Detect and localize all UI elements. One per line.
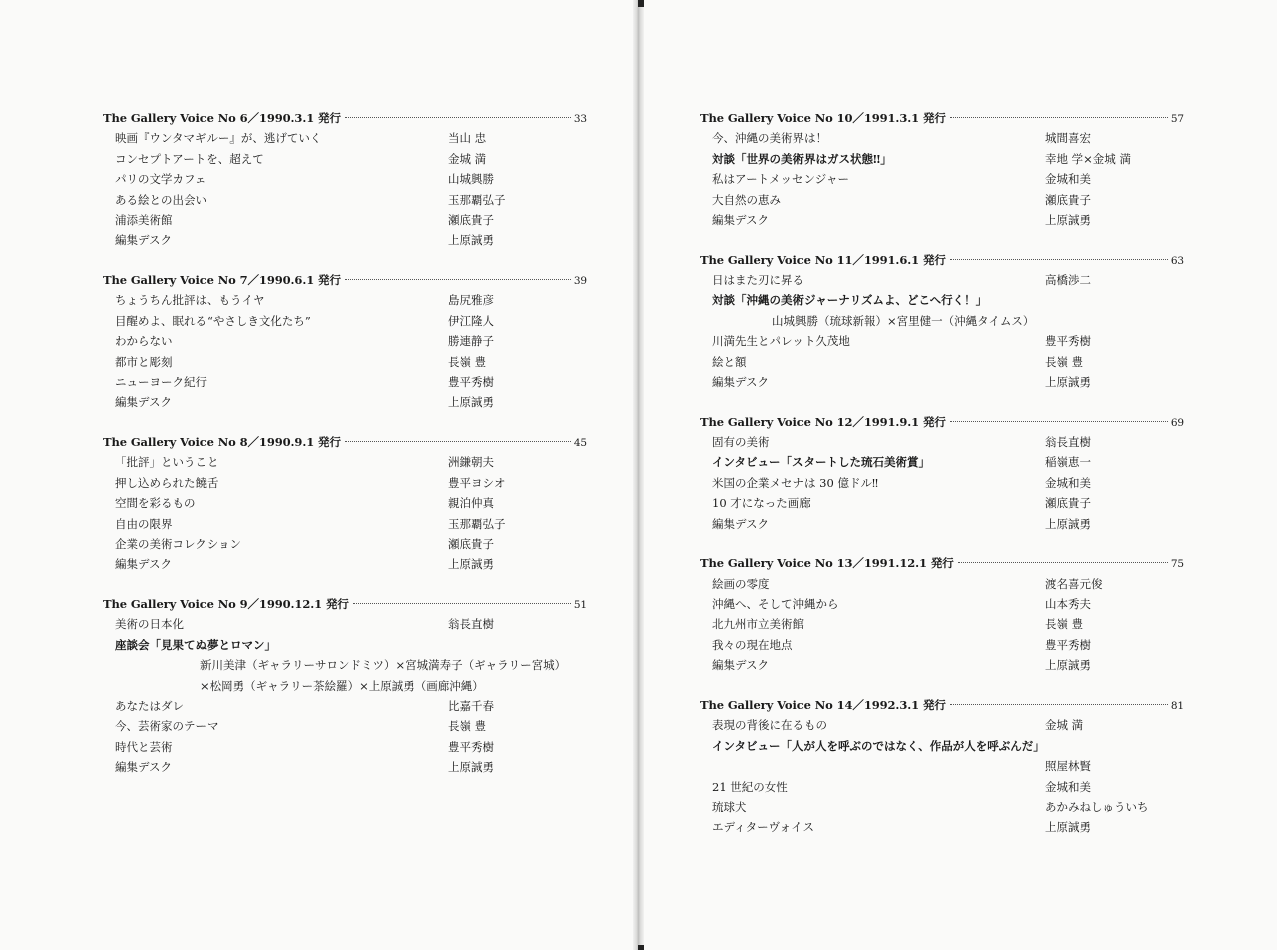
entry-author: 比嘉千春 <box>448 699 494 714</box>
entry-author: 高橋渉二 <box>1045 273 1091 288</box>
entry-title: 企業の美術コレクション <box>115 537 242 552</box>
issue-title: The Gallery Voice No 9／1990.12.1 発行 <box>103 597 349 612</box>
toc-entry <box>103 311 587 331</box>
entry-author: 豊平秀樹 <box>1045 637 1091 652</box>
toc-entry <box>700 473 1184 493</box>
dot-leader <box>958 562 1168 563</box>
issue-page-number: 51 <box>573 599 587 612</box>
toc-entry <box>103 655 587 675</box>
issue-title: The Gallery Voice No 13／1991.12.1 発行 <box>700 556 954 571</box>
entry-author: 豊平秀樹 <box>448 739 494 754</box>
entry-author: 瀬底貴子 <box>448 212 494 227</box>
entry-title: インタビュー「スタートした琉石美術賞」 <box>712 455 931 470</box>
entry-author: 上原誠勇 <box>448 233 494 248</box>
toc-entry <box>103 372 587 392</box>
entry-participants: ×松岡勇（ギャラリー茶絵羅）×上原誠勇（画廊沖縄） <box>200 678 484 693</box>
entry-title: 21 世紀の女性 <box>712 779 788 794</box>
entry-author: 照屋林賢 <box>1045 759 1091 774</box>
dot-leader <box>345 117 571 118</box>
toc-entry <box>700 797 1184 817</box>
entry-author: 瀬底貴子 <box>1045 192 1091 207</box>
issue-block <box>700 695 1184 838</box>
issue-heading <box>700 412 1184 432</box>
entry-author: 上原誠勇 <box>448 760 494 775</box>
book-gutter <box>633 0 644 950</box>
entry-title: 米国の企業メセナは 30 億ドル‼ <box>712 475 879 490</box>
dot-leader <box>950 117 1168 118</box>
toc-entry <box>103 128 587 148</box>
right-page <box>641 0 1277 950</box>
issue-heading <box>700 250 1184 270</box>
toc-entry <box>103 534 587 554</box>
issue-title: The Gallery Voice No 10／1991.3.1 発行 <box>700 111 946 125</box>
entry-title: 編集デスク <box>115 395 173 410</box>
toc-entry <box>103 716 587 736</box>
entry-author: 上原誠勇 <box>1045 516 1091 531</box>
entry-title: 編集デスク <box>712 212 770 227</box>
entry-title: 編集デスク <box>712 374 770 389</box>
entry-author: 金城 満 <box>448 151 487 166</box>
entry-author: 渡名喜元俊 <box>1045 576 1103 591</box>
entry-author: 島尻雅彦 <box>448 293 494 308</box>
entry-author: 勝連静子 <box>448 334 494 349</box>
left-page <box>0 0 636 950</box>
entry-title: 都市と彫刻 <box>115 354 173 369</box>
issue-block <box>700 250 1184 393</box>
entry-author: 瀬底貴子 <box>448 537 494 552</box>
entry-participants: 新川美津（ギャラリーサロンドミツ）×宮城満寿子（ギャラリー宮城） <box>200 658 567 673</box>
issue-page-number: 33 <box>573 113 587 125</box>
entry-author: あかみねしゅういち <box>1045 799 1149 814</box>
entry-title: ニューヨーク紀行 <box>115 374 207 389</box>
entry-title: 映画『ウンタマギルー』が、逃げていく <box>115 131 322 146</box>
toc-entry <box>103 290 587 310</box>
entry-title: 10 才になった画廊 <box>712 496 811 511</box>
toc-entry <box>700 756 1184 776</box>
dot-leader <box>345 441 571 442</box>
entry-title: 琉球犬 <box>712 799 747 814</box>
entry-title: 目醒めよ、眠れる“やさしき文化たち” <box>115 313 311 328</box>
issue-title: The Gallery Voice No 11／1991.6.1 発行 <box>700 252 946 267</box>
entry-title: 今、芸術家のテーマ <box>115 719 219 734</box>
toc-entry <box>700 574 1184 594</box>
dot-leader <box>345 279 571 280</box>
toc-entry <box>103 614 587 634</box>
entry-author: 金城和美 <box>1045 475 1091 490</box>
issue-block <box>103 594 587 778</box>
entry-title: ある絵との出会い <box>115 192 207 207</box>
issue-title: The Gallery Voice No 7／1990.6.1 発行 <box>103 273 341 288</box>
entry-title: 美術の日本化 <box>115 617 184 632</box>
toc-entry <box>103 676 587 696</box>
entry-author: 豊平秀樹 <box>448 374 494 389</box>
toc-entry <box>700 331 1184 351</box>
entry-author: 金城 満 <box>1045 718 1084 733</box>
left-page-contents <box>103 108 587 797</box>
entry-title: 「批評」ということ <box>115 455 219 470</box>
issue-block <box>103 270 587 413</box>
entry-author: 長嶺 豊 <box>448 354 487 369</box>
entry-author: 幸地 学×金城 満 <box>1045 151 1131 166</box>
toc-entry <box>103 210 587 230</box>
issue-heading <box>103 432 587 452</box>
toc-entry <box>103 331 587 351</box>
issue-title: The Gallery Voice No 14／1992.3.1 発行 <box>700 697 946 712</box>
issue-page-number: 45 <box>573 437 587 450</box>
entry-title: インタビュー「人が人を呼ぶのではなく、作品が人を呼ぶんだ」 <box>712 738 1045 753</box>
entry-title: ちょうちん批評は、もうイヤ <box>115 293 265 308</box>
issue-heading <box>103 270 587 290</box>
gutter-mark-top <box>638 0 644 7</box>
entry-author: 城間喜宏 <box>1045 131 1091 146</box>
entry-author: 親泊仲真 <box>448 496 494 511</box>
toc-entry <box>700 452 1184 472</box>
toc-entry <box>700 635 1184 655</box>
issue-block <box>103 108 587 251</box>
issue-page-number: 81 <box>1170 699 1184 712</box>
entry-title: 大自然の恵み <box>712 192 781 207</box>
entry-title: 編集デスク <box>712 658 770 673</box>
entry-title: わからない <box>115 334 173 349</box>
entry-author: 長嶺 豊 <box>1045 617 1084 632</box>
issue-heading <box>700 108 1184 128</box>
issue-page-number: 39 <box>573 275 587 288</box>
issue-block <box>700 108 1184 230</box>
toc-entry <box>700 311 1184 331</box>
issue-page-number: 57 <box>1170 113 1184 125</box>
entry-title: 固有の美術 <box>712 435 770 450</box>
dot-leader <box>353 603 571 604</box>
issue-heading <box>103 108 587 128</box>
issue-title: The Gallery Voice No 8／1990.9.1 発行 <box>103 435 341 450</box>
toc-entry <box>700 614 1184 634</box>
entry-author: 瀬底貴子 <box>1045 496 1091 511</box>
toc-entry <box>700 655 1184 675</box>
gutter-mark-bottom <box>638 945 644 950</box>
toc-entry <box>103 493 587 513</box>
toc-entry <box>700 777 1184 797</box>
toc-entry <box>700 270 1184 290</box>
toc-entry <box>103 149 587 169</box>
entry-title: あなたはダレ <box>115 699 184 714</box>
entry-author: 上原誠勇 <box>1045 212 1091 227</box>
entry-title: 対談「世界の美術界はガス状態‼」 <box>712 151 892 166</box>
entry-title: コンセプトアートを、超えて <box>115 151 264 166</box>
issue-block <box>103 432 587 575</box>
entry-title: 川満先生とパレット久茂地 <box>712 334 850 349</box>
toc-entry <box>103 169 587 189</box>
entry-author: 当山 忠 <box>448 131 487 146</box>
entry-title: 時代と芸術 <box>115 739 173 754</box>
issue-title: The Gallery Voice No 12／1991.9.1 発行 <box>700 414 946 429</box>
toc-entry <box>103 352 587 372</box>
toc-entry <box>700 514 1184 534</box>
toc-entry <box>103 696 587 716</box>
entry-author: 玉那覇弘子 <box>448 516 506 531</box>
right-page-contents <box>700 108 1184 857</box>
issue-heading <box>103 594 587 614</box>
entry-author: 山本秀夫 <box>1045 597 1091 612</box>
toc-entry <box>103 473 587 493</box>
entry-title: 編集デスク <box>115 760 173 775</box>
toc-entry <box>700 736 1184 756</box>
entry-title: 座談会「見果てぬ夢とロマン」 <box>115 637 276 652</box>
entry-title: 我々の現在地点 <box>712 637 793 652</box>
entry-author: 金城和美 <box>1045 172 1091 187</box>
toc-entry <box>103 230 587 250</box>
toc-entry <box>700 190 1184 210</box>
entry-author: 玉那覇弘子 <box>448 192 506 207</box>
toc-entry <box>103 392 587 412</box>
entry-title: パリの文学カフェ <box>115 172 207 187</box>
entry-title: 押し込められた饒舌 <box>115 475 219 490</box>
toc-entry <box>700 352 1184 372</box>
issue-page-number: 75 <box>1170 558 1184 571</box>
issue-page-number: 69 <box>1170 416 1184 429</box>
dot-leader <box>950 421 1168 422</box>
entry-author: 豊平秀樹 <box>1045 334 1091 349</box>
entry-author: 上原誠勇 <box>1045 658 1091 673</box>
entry-author: 長嶺 豊 <box>1045 354 1084 369</box>
entry-author: 翁長直樹 <box>448 617 494 632</box>
toc-entry <box>103 737 587 757</box>
entry-title: 絵と額 <box>712 354 747 369</box>
toc-entry <box>700 372 1184 392</box>
entry-author: 上原誠勇 <box>448 395 494 410</box>
toc-entry <box>700 128 1184 148</box>
entry-title: 自由の限界 <box>115 516 173 531</box>
entry-title: 編集デスク <box>712 516 770 531</box>
dot-leader <box>950 259 1168 260</box>
toc-entry <box>700 169 1184 189</box>
entry-author: 翁長直樹 <box>1045 435 1091 450</box>
toc-entry <box>103 190 587 210</box>
entry-title: 絵画の零度 <box>712 576 770 591</box>
issue-block <box>700 412 1184 534</box>
entry-author: 伊江隆人 <box>448 313 494 328</box>
entry-author: 金城和美 <box>1045 779 1091 794</box>
toc-entry <box>700 149 1184 169</box>
toc-entry <box>700 432 1184 452</box>
entry-author: 上原誠勇 <box>448 557 494 572</box>
dot-leader <box>950 704 1168 705</box>
entry-title: 編集デスク <box>115 233 173 248</box>
entry-title: 北九州市立美術館 <box>712 617 804 632</box>
toc-entry <box>700 817 1184 837</box>
entry-title: 沖縄へ、そして沖縄から <box>712 597 839 612</box>
toc-entry <box>700 715 1184 735</box>
toc-entry <box>700 493 1184 513</box>
entry-author: 山城興勝 <box>448 172 494 187</box>
toc-entry <box>700 210 1184 230</box>
entry-title: 日はまた刃に昇る <box>712 273 804 288</box>
toc-entry <box>700 290 1184 310</box>
entry-author: 洲鎌朝夫 <box>448 455 494 470</box>
toc-entry <box>103 757 587 777</box>
issue-title: The Gallery Voice No 6／1990.3.1 発行 <box>103 111 341 125</box>
toc-entry <box>103 554 587 574</box>
entry-author: 稲嶺恵一 <box>1045 455 1091 470</box>
toc-entry <box>103 635 587 655</box>
toc-entry <box>103 452 587 472</box>
toc-entry <box>103 514 587 534</box>
entry-title: 空間を彩るもの <box>115 496 196 511</box>
entry-author: 上原誠勇 <box>1045 374 1091 389</box>
entry-title: 編集デスク <box>115 557 173 572</box>
entry-title: 浦添美術館 <box>115 212 173 227</box>
issue-heading <box>700 695 1184 715</box>
entry-author: 上原誠勇 <box>1045 820 1091 835</box>
entry-title: 表現の背後に在るもの <box>712 718 827 733</box>
entry-title: 今、沖縄の美術界は！ <box>712 131 827 146</box>
entry-participants: 山城興勝（琉球新報）×宮里健一（沖縄タイムス） <box>772 313 1035 328</box>
issue-page-number: 63 <box>1170 254 1184 267</box>
entry-title: エディターヴォイス <box>712 820 815 835</box>
issue-heading <box>700 553 1184 573</box>
entry-author: 豊平ヨシオ <box>448 475 506 490</box>
issue-block <box>700 553 1184 675</box>
toc-entry <box>700 594 1184 614</box>
entry-title: 私はアートメッセンジャー <box>712 172 850 187</box>
entry-author: 長嶺 豊 <box>448 719 487 734</box>
entry-title: 対談「沖縄の美術ジャーナリズムよ、どこへ行く！」 <box>712 293 988 308</box>
